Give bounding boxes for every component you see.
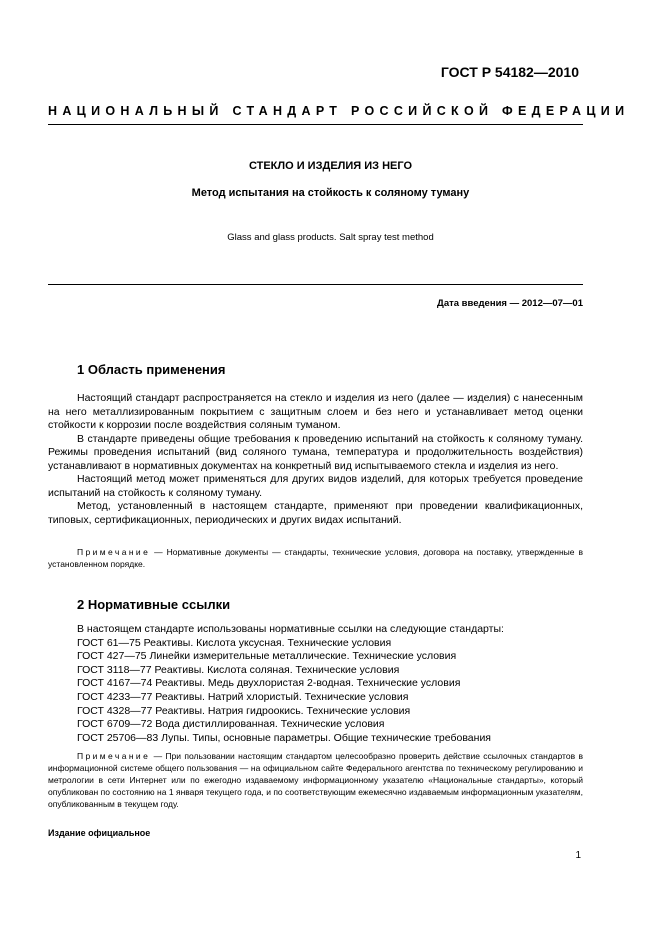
- references-list: [77, 623, 504, 745]
- note-label: Примечание: [77, 547, 151, 557]
- document-subtitle: Метод испытания на стойкость к соляному туману: [191, 187, 470, 199]
- section-1-heading: 1 Область применения: [77, 362, 226, 377]
- document-number: ГОСТ Р 54182—2010: [440, 64, 579, 80]
- reference-item: ГОСТ 61—75 Реактивы. Кислота уксусная. Технические условия: [77, 636, 392, 649]
- header-rule: [48, 124, 583, 125]
- paragraph: Метод, установленный в настоящем стандарте, применяют при проведении квалификационных, типовых, сертификационных, периодических и других видах испытаний.: [48, 500, 583, 526]
- section-2-heading: 2 Нормативные ссылки: [77, 597, 231, 612]
- section-1-note: [48, 546, 583, 570]
- title-rule: [48, 284, 583, 285]
- section-2-note: [48, 750, 583, 810]
- reference-item: ГОСТ 427—75 Линейки измерительные металлические. Технические условия: [77, 650, 457, 663]
- reference-item: ГОСТ 4167—74 Реактивы. Медь двухлористая 2-водная. Технические условия: [77, 677, 461, 690]
- english-title: Glass and glass products. Salt spray test method: [227, 232, 434, 243]
- section-1-body: [48, 392, 583, 527]
- national-standard-banner: НАЦИОНАЛЬНЫЙ СТАНДАРТ РОССИЙСКОЙ ФЕДЕРАЦИИ: [48, 104, 630, 118]
- reference-item: ГОСТ 6709—72 Вода дистиллированная. Технические условия: [77, 718, 385, 731]
- paragraph: Настоящий стандарт распространяется на стекло и изделия из него (далее — изделия) с нанесенным на него металлизированным покрытием с защитным слоем и без него и устанавливает метод оценки стойкости к коррозии после воздействия соляным туманом.: [48, 392, 583, 431]
- reference-item: ГОСТ 4328—77 Реактивы. Натрия гидроокись. Технические условия: [77, 704, 411, 717]
- paragraph: В стандарте приведены общие требования к проведению испытаний на стойкость к соляному туману. Режимы проведения испытаний (вид соляного тумана, температура и продолжительность воздействия) устанавливают в нормативных документах на конкретный вид испытываемого стекла и изделия из него.: [48, 432, 583, 472]
- reference-item: ГОСТ 3118—77 Реактивы. Кислота соляная. Технические условия: [77, 663, 400, 676]
- note-text: — При пользовании настоящим стандартом целесообразно проверить действие ссылочных стандартов в информационной системе общего пользования — на официальном сайте Федерального агентства по техническому регулированию и метрологии в сети Интернет или по ежегодно издаваемому информационному указателю «Национальные стандарты», который опубликован по состоянию на 1 января текущего года, и по соответствующим ежемесячно издаваемым информационным указателям, опубликованным в текущем году.: [48, 751, 583, 809]
- paragraph: Настоящий метод может применяться для других видов изделий, для которых требуется проведение испытаний на стойкость к соляному туману.: [48, 473, 583, 499]
- edition-label: Издание официальное: [48, 828, 151, 838]
- note-text: — Нормативные документы — стандарты, технические условия, договора на поставку, утвержденные в установленном порядке.: [48, 547, 583, 569]
- introduction-date: Дата введения — 2012—07—01: [437, 298, 583, 309]
- reference-item: ГОСТ 25706—83 Лупы. Типы, основные параметры. Общие технические требования: [77, 731, 491, 744]
- reference-item: ГОСТ 4233—77 Реактивы. Натрий хлористый. Технические условия: [77, 690, 409, 703]
- references-intro: В настоящем стандарте использованы нормативные ссылки на следующие стандарты:: [77, 623, 504, 635]
- document-title: СТЕКЛО И ИЗДЕЛИЯ ИЗ НЕГО: [248, 160, 413, 172]
- page-number: 1: [575, 850, 581, 861]
- note-label: Примечание: [77, 751, 151, 761]
